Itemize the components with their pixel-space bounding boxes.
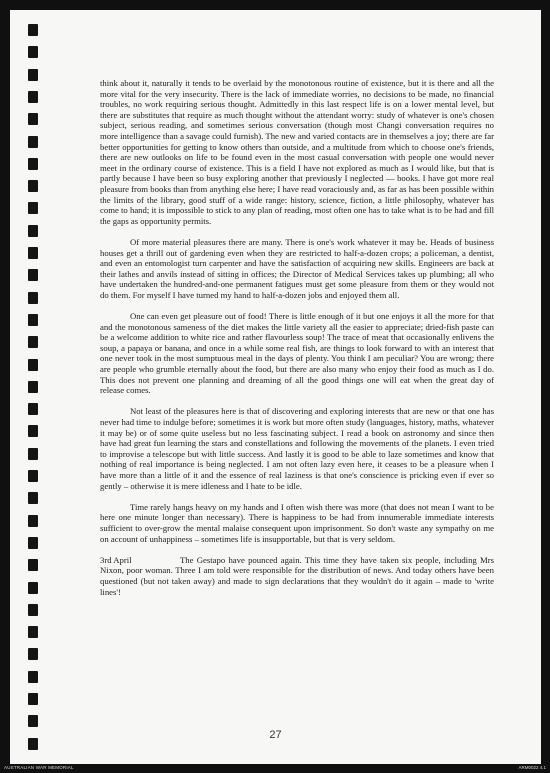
binding-hole [28,292,38,304]
binding-hole [28,604,38,616]
binding-hole [28,247,38,259]
binding-hole [28,359,38,371]
binding-hole [28,314,38,326]
binding-hole [28,46,38,58]
binding-hole [28,425,38,437]
binding-hole [28,113,38,125]
binding-hole [28,225,38,237]
binding-hole [28,515,38,527]
dated-entry [100,555,494,597]
binding-hole [28,492,38,504]
binding-hole [28,537,38,549]
document-page [10,10,541,764]
binding-hole [28,91,38,103]
paragraph-4: Not least of the pleasures here is that of discovering and exploring interests that are new or that one has never had time to indulge before; sometimes it is work but more often study (languages, history, maths, whatever it may be) or of some quite useless but no less fascinating subject. I read a book on astronomy and since then have had great fun learning the stars and constellations and following the movements of the planets. I even tried to improvise a telescope but with little success. And lastly it is good to be able to laze sometimes and know that nothing of real importance is being neglected. I am not often lazy even here, it ceases to be a pleasure when I have more than a little of it and the essence of real laziness is that one's conscience is pricking even if ever so gently – otherwise it is mere idleness and I hate to be idle. [100,406,494,491]
binding-hole [28,158,38,170]
binding-hole [28,180,38,192]
entry-date: 3rd April [100,554,132,565]
binding-hole [28,582,38,594]
binding-hole [28,648,38,660]
entry-text: The Gestapo have pounced again. This time they have taken six people, including Mrs Nixon, poor woman. Three I am told were responsible for the distribution of news. And today others have been questioned (but not taken away) and made to sign declarations that they wouldn't do it again – made to 'write lines'! [100,554,494,597]
paragraph-1: think about it, naturally it tends to be overlaid by the monotonous routine of existence, but it is there and all the more vital for the very insecurity. There is the lack of immediate worries, no decisions to be made, no financial troubles, no work requiring serious thought. Admittedly in this last respect life is on a lower mental level, but there are substitutes that require as much thought without the attendant worry: study of whatever is one's chosen subject, serious reading, and sometimes serious conversation (though most Changi conversation requires no more intelligence than a savage could furnish). The new and varied contacts are in themselves a joy; there are far better opportunities for getting to know others than outside, and a multitude from which to choose one's friends, there are new outlooks on life to be found even in the most casual conversation with people one would never meet in the ordinary course of existence. This is a field I have not explored as much as I would like, but that is partly because I have been so busy exploring another that previously I neglected — books. I have got more real pleasure from books than from anything else here; I have read voraciously and, as far as has been possible within the limits of the library, good stuff of a wide range: history, science, fiction, a little philosophy, whatever has come to hand; it is impossible to stick to any plan of reading, most often one has to take what is to be had and fill the gaps as opportunity permits. [100,78,494,226]
comb-binding [28,24,40,764]
body-text [100,78,494,608]
binding-hole [28,336,38,348]
binding-hole [28,470,38,482]
paragraph-3: One can even get pleasure out of food! There is little enough of it but one enjoys it all the more for that and the monotonous sameness of the diet makes the little variety all the easier to appreciate; dried-fish paste can be a welcome addition to white rice and rather flavourless soup! The trace of meat that occasionally enlivens the soup, a papaya or banana, and once in a while some real fish, are things to look forward to with an interest that one never took in the most sumptuous meal in the days of plenty. You think I am peculiar? You are wrong; there are people who grumble eternally about the food, but there are also many who enjoy their food as much as I do. This does not prevent one planning and dreaming of all the good things one will eat when the great day of release comes. [100,311,494,396]
paragraph-5: Time rarely hangs heavy on my hands and I often wish there was more (that does not mean I want to be here one minute longer than necessary). There is happiness to be had from innumerable immediate interests sufficient to over-grow the mental malaise consequent upon imprisonment. So don't waste any sympathy on me on account of unhappiness – sometimes life is insupportable, but that is very seldom. [100,501,494,544]
binding-hole [28,403,38,415]
binding-hole [28,715,38,727]
binding-hole [28,559,38,571]
archive-label: AUSTRALIAN WAR MEMORIAL [4,765,74,770]
page-number: 27 [269,729,282,741]
binding-hole [28,202,38,214]
binding-hole [28,24,38,36]
binding-hole [28,693,38,705]
paragraph-2: Of more material pleasures there are many. There is one's work whatever it may be. Heads of business houses get a thrill out of gardening even when they are restricted to half-a-dozen crops; a policeman, a dentist, and even an entomologist turn carpenter and have the satisfaction of acquiring new skills. Engineers are back at their lathes and anvils instead of sitting in offices; the Director of Medical Services takes up plumbing; all who have undertaken the hundred-and-one permanent fatigues must get some pleasure from them or they would not do them. For myself I have turned my hand to half-a-dozen jobs and enjoyed them all. [100,236,494,300]
binding-hole [28,269,38,281]
binding-hole [28,136,38,148]
binding-hole [28,671,38,683]
binding-hole [28,381,38,393]
binding-hole [28,448,38,460]
binding-hole [28,69,38,81]
archive-reference: ARM0022 4.1 [518,765,546,770]
binding-hole [28,626,38,638]
